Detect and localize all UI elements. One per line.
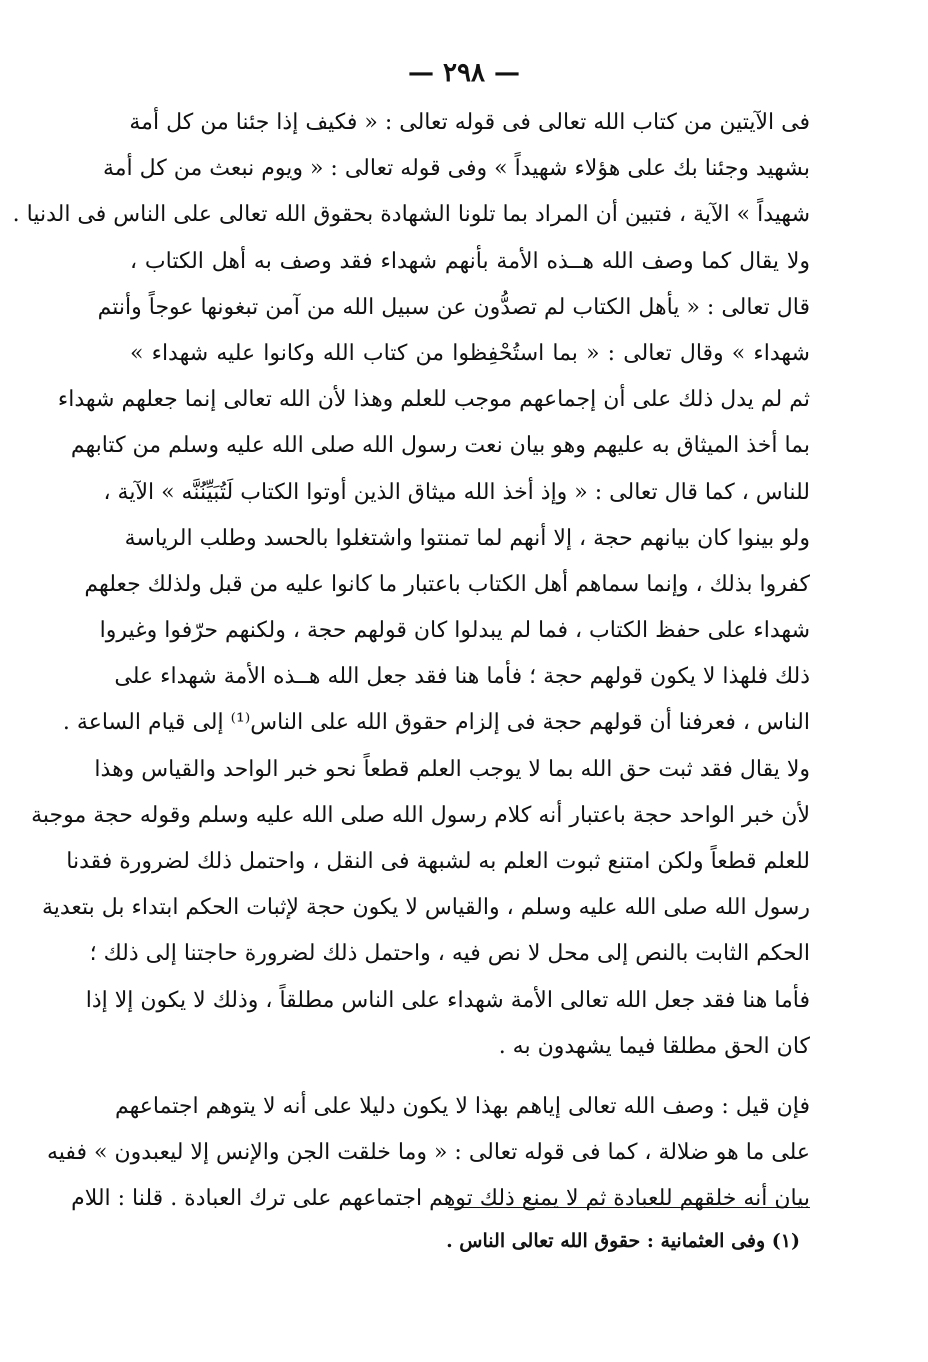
text-line: شهداء على حفظ الكتاب ، فما لم يبدلوا كان قولهم حجة ، ولكنهم حرّفوا وغيروا: [99, 618, 810, 644]
text-line: شهداء » وقال تعالى : « بما استُحْفِظوا من كتاب الله وكانوا عليه شهداء »: [130, 340, 810, 366]
body-text: [12, 100, 810, 1223]
text-line: فأما هنا فقد جعل الله تعالى الأمة شهداء على الناس مطلقاً ، وذلك لا يكون إلا إذا: [85, 987, 810, 1013]
text-line: ثم لم يدل ذلك على أن إجماعهم موجب للعلم وهذا لأن الله تعالى إنما جعلهم شهداء: [57, 387, 810, 413]
text-line: ولا يقال فقد ثبت حق الله بما لا يوجب العلم قطعاً نحو خبر الواحد والقياس وهذا: [94, 756, 810, 782]
text-line: للعلم قطعاً ولكن امتنع ثبوت العلم به لشبهة فى النقل ، واحتمل ذلك لضرورة فقدنا: [66, 849, 810, 874]
text-line: ذلك فلهذا لا يكون قولهم حجة ؛ فأما هنا فقد جعل الله هــذه الأمة شهداء على: [114, 664, 810, 690]
text-line: كان الحق مطلقا فيما يشهدون به .: [498, 1033, 810, 1059]
footnote: (١) وفى العثمانية : حقوق الله تعالى الناس .: [446, 1230, 800, 1252]
paragraph-gap: [130, 1070, 810, 1084]
text-line: فى الآيتين من كتاب الله تعالى فى قوله تعالى : « فكيف إذا جئنا من كل أمة: [129, 110, 810, 135]
footnote-divider: [448, 1207, 810, 1208]
text-line: فإن قيل : وصف الله تعالى إياهم بهذا لا يكون دليلا على أنه لا يتوهم اجتماعهم: [114, 1093, 810, 1119]
text-line: ولو بينوا كان بيانهم حجة ، إلا أنهم لما تمنتوا واشتغلوا بالحسد وطلب الرياسة: [124, 525, 810, 551]
text-line: رسول الله صلى الله عليه وسلم ، والقياس لا يكون حجة لإثبات الحكم ابتداء بل بتعدية: [41, 895, 810, 921]
text-line: الناس ، فعرفنا أن قولهم حجة فى إلزام حقوق الله على الناس⁽¹⁾ إلى قيام الساعة .: [62, 710, 810, 736]
text-line: قال تعالى : « يأهل الكتاب لم تصدُّون عن سبيل الله من آمن تبغونها عوجاً وأنتم: [97, 294, 810, 320]
text-line: بما أخذ الميثاق به عليهم وهو بيان نعت رسول الله صلى الله عليه وسلم من كتابهم: [70, 433, 810, 459]
text-line: الحكم الثابت بالنص إلى محل لا نص فيه ، واحتمل ذلك لضرورة حاجتنا إلى ذلك ؛: [89, 941, 810, 967]
page-number: — ٢٩٨ —: [407, 58, 521, 88]
text-line: على ما هو ضلالة ، كما فى قوله تعالى : « وما خلقت الجن والإنس إلا ليعبدون » ففيه: [46, 1140, 810, 1166]
text-line: شهيداً » الآية ، فتبين أن المراد بما تلونا الشهادة بحقوق الله تعالى على الناس فى الدنيا .: [12, 202, 810, 228]
text-line: لأن خبر الواحد حجة باعتبار أنه كلام رسول الله صلى الله عليه وسلم وقوله حجة موجبة: [31, 802, 810, 828]
text-line: بيان أنه خلقهم للعبادة ثم لا يمنع ذلك توهم اجتماعهم على ترك العبادة . قلنا : اللام: [71, 1186, 810, 1212]
text-line: للناس ، كما قال تعالى : « وإذ أخذ الله ميثاق الذين أوتوا الكتاب لَتُبَيِّنُنَّه » الآية ،: [103, 479, 810, 505]
text-line: بشهيد وجئنا بك على هؤلاء شهيداً » وفى قوله تعالى : « ويوم نبعث من كل أمة: [102, 156, 810, 182]
text-line: ولا يقال كما وصف الله هــذه الأمة بأنهم شهداء فقد وصف به أهل الكتاب ،: [130, 248, 810, 274]
text-line: كفروا بذلك ، وإنما سماهم أهل الكتاب باعتبار ما كانوا عليه من قبل ولذلك جعلهم: [84, 571, 810, 597]
